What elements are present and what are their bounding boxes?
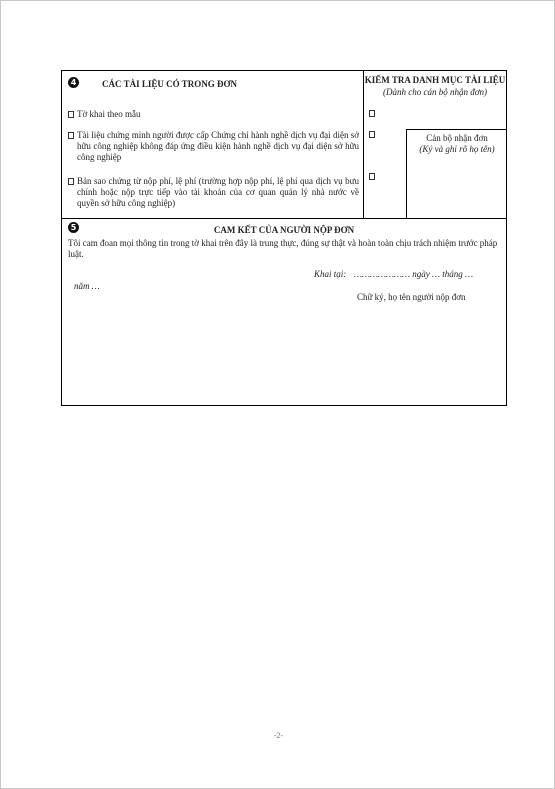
officer-title: Cán bộ nhận đơn [426, 133, 488, 143]
item-2-checkbox[interactable] [68, 132, 74, 139]
row-divider [62, 218, 506, 219]
officer-note: (Ký và ghi rõ họ tên) [419, 144, 495, 154]
form-table [61, 70, 507, 406]
item-1-checkbox[interactable] [68, 111, 74, 118]
section-5-title: CAM KẾT CỦA NGƯỜI NỘP ĐƠN [213, 225, 355, 235]
section-4-title: CÁC TÀI LIỆU CÓ TRONG ĐƠN [102, 79, 237, 89]
check-item-3-checkbox[interactable] [369, 173, 375, 180]
officer-box-top-border [406, 129, 507, 130]
check-title: KIỂM TRA DANH MỤC TÀI LIỆU [364, 75, 506, 85]
declared-at-line: ………………… ngày … tháng … [354, 269, 474, 279]
year-line: năm … [74, 281, 100, 291]
check-item-2-checkbox[interactable] [369, 131, 375, 138]
item-3-checkbox[interactable] [68, 178, 74, 185]
declared-at-label: Khai tại: [314, 269, 347, 279]
item-1-label: Tờ khai theo mẫu [77, 109, 141, 119]
check-item-1-checkbox[interactable] [369, 110, 375, 117]
page-number: -2- [273, 731, 284, 740]
commitment-statement: Tôi cam đoan mọi thông tin trong tờ khai trên đây là trung thực, đúng sự thật và hoàn toàn chịu trách nhiệm trước pháp luật. [68, 238, 498, 259]
check-subtitle: (Dành cho cán bộ nhận đơn) [382, 87, 488, 97]
item-3-label: Bản sao chứng từ nộp phí, lệ phí (trường hợp nộp phí, lệ phí qua dịch vụ bưu chính hoặc nộp trực tiếp vào tài khoản của cơ quan quản lý nhà nước về quyền sở hữu công nghiệp) [77, 176, 359, 208]
section-5-number: 5 [68, 222, 79, 233]
section-4-number: 4 [68, 77, 79, 88]
signature-label: Chữ ký, họ tên người nộp đơn [357, 292, 466, 302]
item-2-label: Tài liệu chứng minh người được cấp Chứng chỉ hành nghề dịch vụ đại diện sở hữu công nghiệp không đáp ứng điều kiện hành nghề dịch vụ đại diện sở hữu công nghiệp [77, 130, 359, 162]
